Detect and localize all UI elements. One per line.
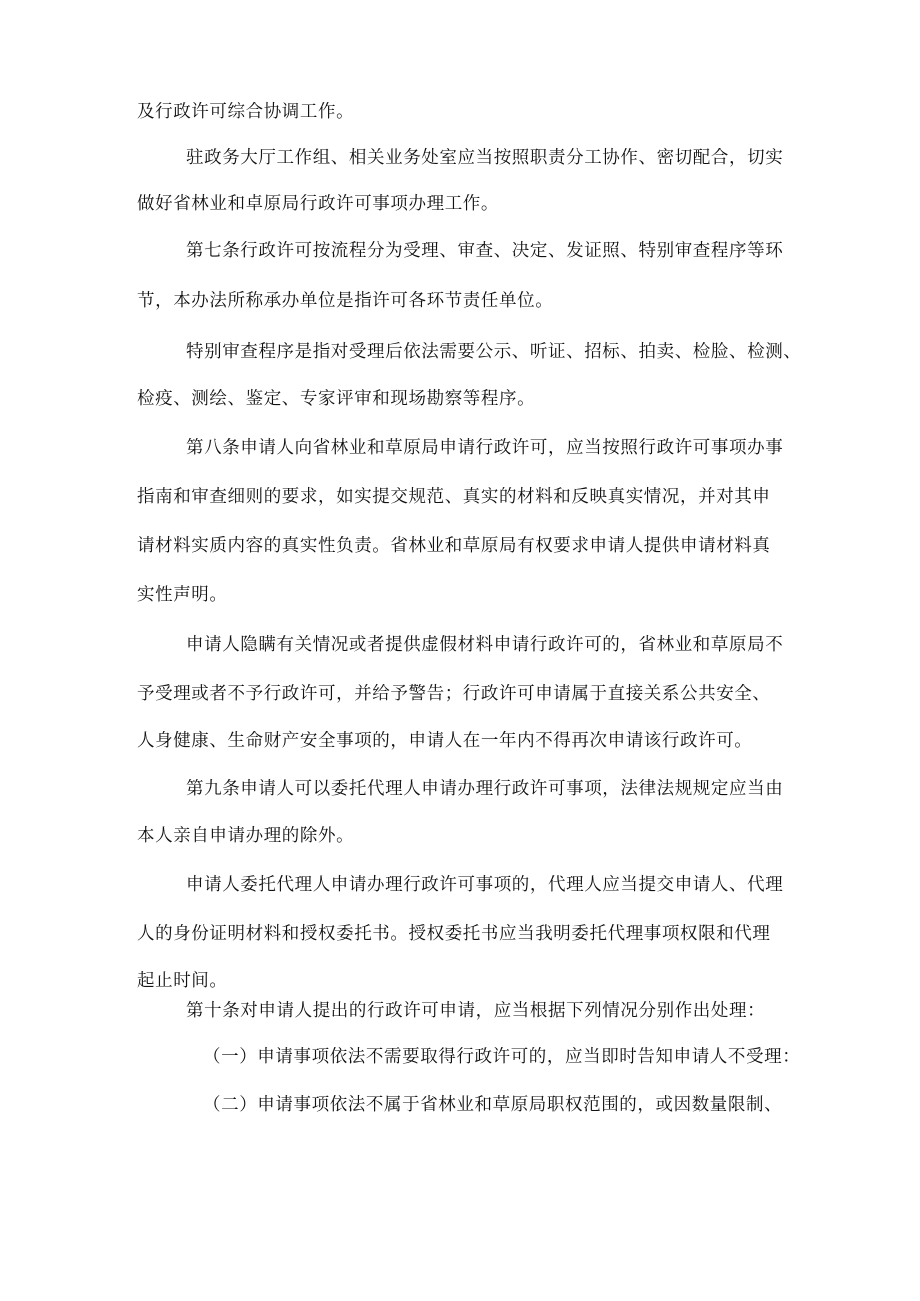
text-line: 做好省林业和卓原局行政许可事项办理工作。	[137, 194, 499, 214]
text-line: 请材料实质内容的真实性负责。省林业和草原局有权要求申请人提供申请材料真	[137, 536, 771, 556]
text-line: 特别审查程序是指对受理后依法需要公示、听证、招标、拍卖、检脸、检测、	[186, 342, 802, 362]
text-line: 第十条对申请人提出的行政许可申请，应当根据下列情况分别作出处理：	[186, 1001, 766, 1021]
text-line: 节，本办法所称承办单位是指许可各环节责任单位。	[137, 291, 554, 311]
text-line: 第八条申请人向省林业和草原局申请行政许可，应当按照行政许可事项办事	[186, 438, 784, 458]
text-line: 第七条行政许可按流程分为受理、审查、决定、发证照、特别审查程序等环	[186, 241, 784, 261]
text-line: 及行政许可综合协调工作。	[137, 102, 355, 122]
text-line: 实性声明。	[137, 585, 228, 605]
text-line: 本人亲自申请办理的除外。	[137, 826, 355, 846]
text-line: 第九条申请人可以委托代理人申请办理行政许可事项，法律法规规定应当由	[186, 779, 784, 799]
text-line: 予受理或者不予行政许可，并给予警告；行政许可申请属于直接关系公共安全、	[137, 684, 771, 704]
text-line: 人身健康、生命财产安全事项的，申请人在一年内不得再次申请该行政许可。	[137, 731, 753, 751]
text-line: （一）申请事项依法不需要取得行政许可的，应当即时告知申请人不受理：	[203, 1047, 801, 1067]
text-line: 检疫、测绘、鉴定、专家评审和现场勘察等程序。	[137, 389, 536, 409]
text-line: 指南和审查细则的要求，如实提交规范、真实的材料和反映真实情况，并对其申	[137, 487, 771, 507]
text-line: （二）申请事项依法不属于省林业和草原局职权范围的，或因数量限制、	[203, 1095, 783, 1115]
text-line: 申请人委托代理人申请办理行政许可事项的，代理人应当提交申请人、代理	[186, 875, 784, 895]
text-line: 起止时间。	[137, 971, 228, 991]
text-line: 人的身份证明材料和授权委托书。授权委托书应当我明委托代理事项权限和代理	[137, 924, 771, 944]
text-line: 驻政务大厅工作组、相关业务处室应当按照职责分工协作、密切配合，切实	[186, 148, 784, 168]
text-line: 申请人隐瞒有关情况或者提供虚假材料申请行政许可的，省林业和草原局不	[186, 635, 784, 655]
